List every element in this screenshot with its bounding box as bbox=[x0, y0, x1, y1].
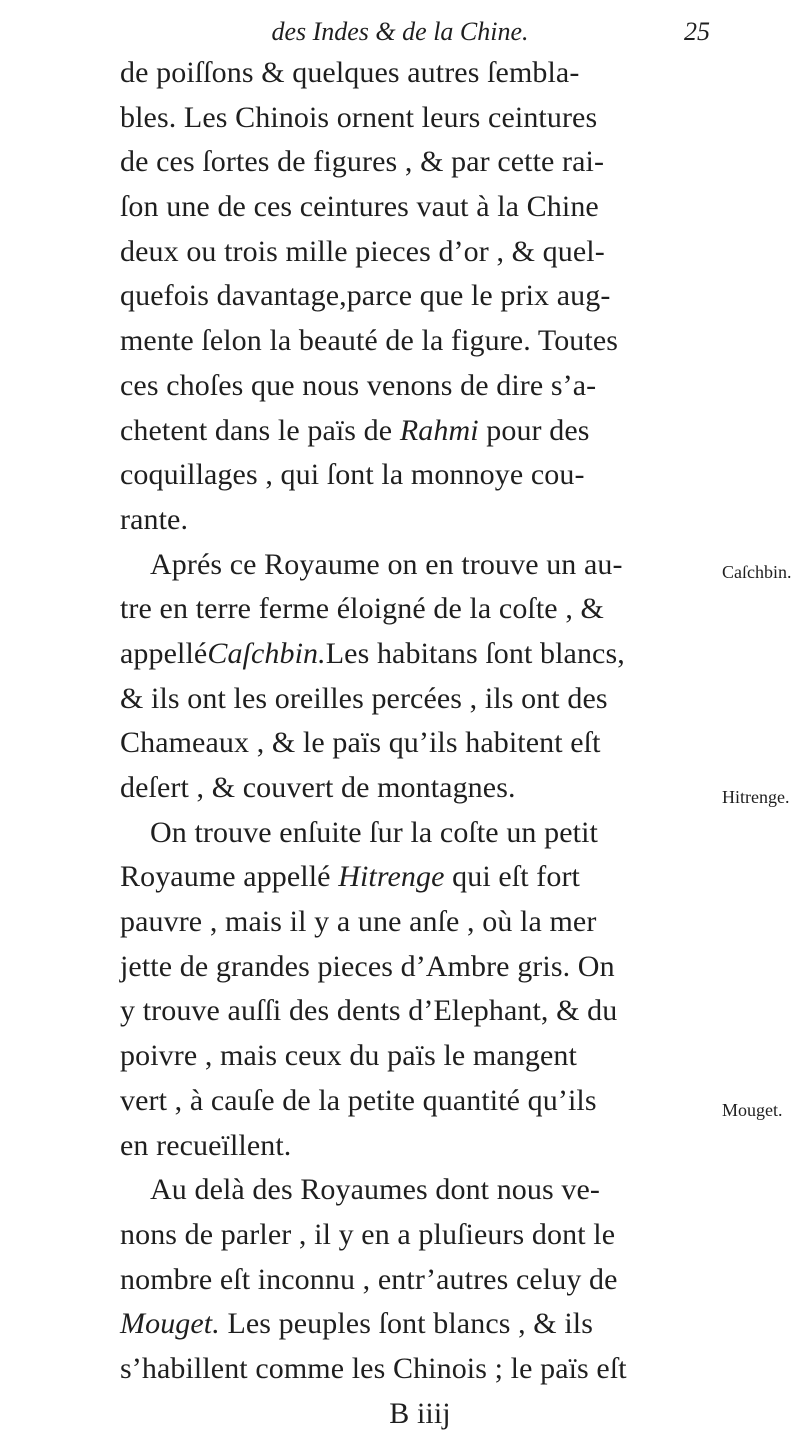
text-line bbox=[120, 855, 720, 900]
margin-note-mouget: Mouget. bbox=[722, 1100, 783, 1120]
text-run: chetent dans le païs de bbox=[120, 413, 400, 447]
text-line: de poiſſons & quelques autres ſembla- bbox=[120, 56, 580, 89]
margin-note-hitrenge: Hitrenge. bbox=[722, 787, 790, 807]
place-name-hitrenge: Hitrenge bbox=[338, 860, 445, 894]
text-line: ſon une de ces ceintures vaut à la Chine bbox=[120, 190, 599, 224]
place-name-cafchbin: Caſchbin. bbox=[207, 636, 326, 670]
text-line: rante. bbox=[120, 502, 189, 536]
text-line: ces choſes que nous venons de dire s’a- bbox=[120, 368, 597, 402]
place-name-mouget: Mouget. bbox=[120, 1307, 220, 1341]
text-line: de ces ſortes de figures , & par cette rai- bbox=[120, 145, 605, 179]
body-text bbox=[120, 51, 720, 1436]
text-line: nons de parler , il y en a pluſieurs dont le bbox=[120, 1217, 616, 1251]
text-line: coquillages , qui ſont la monnoye cou- bbox=[120, 458, 585, 492]
text-run: qui eſt fort bbox=[444, 860, 580, 894]
text-line: deux ou trois mille pieces d’or , & quel- bbox=[120, 234, 605, 268]
text-run: Royaume appellé bbox=[120, 860, 339, 894]
text-line: jette de grandes pieces d’Ambre gris. On bbox=[120, 949, 615, 983]
place-name-rahmi: Rahmi bbox=[399, 413, 479, 447]
text-line: Chameaux , & le païs qu’ils habitent eſt bbox=[120, 726, 601, 760]
text-line: deſert , & couvert de montagnes. bbox=[120, 771, 516, 804]
text-line: s’habillent comme les Chinois ; le païs eſt bbox=[120, 1351, 627, 1385]
text-run: Les peuples ſont blancs , & ils bbox=[219, 1307, 593, 1341]
page-number: 25 bbox=[684, 17, 710, 46]
text-line: quefois davantage,parce que le prix aug- bbox=[120, 279, 611, 313]
text-line: tre en terre ferme éloigné de la coſte , & bbox=[120, 592, 604, 626]
text-line: & ils ont les oreilles percées , ils ont des bbox=[120, 681, 608, 715]
running-title: des Indes & de la Chine. bbox=[271, 17, 529, 46]
text-run: Les habitans ſont blancs, bbox=[325, 636, 625, 670]
text-run: appellé bbox=[120, 636, 208, 670]
page-header bbox=[120, 12, 710, 52]
text-line bbox=[120, 632, 720, 677]
text-line: en recueïllent. bbox=[120, 1128, 292, 1162]
text-line: poivre , mais ceux du païs le mangent bbox=[120, 1039, 577, 1073]
text-line bbox=[120, 409, 720, 454]
text-line: pauvre , mais il y a une anſe , où la mer bbox=[120, 905, 597, 939]
text-line: y trouve auſſi des dents d’Elephant, & du bbox=[120, 994, 618, 1028]
text-line: Aprés ce Royaume on en trouve un au- bbox=[150, 547, 623, 581]
signature-mark: B iiij bbox=[389, 1396, 451, 1430]
text-line bbox=[120, 1302, 720, 1347]
text-run: pour des bbox=[478, 413, 590, 447]
text-line: nombre eſt inconnu , entr’autres celuy de bbox=[120, 1262, 618, 1296]
text-line: vert , à cauſe de la petite quantité qu’ils bbox=[120, 1083, 597, 1117]
text-line: On trouve enſuite ſur la coſte un petit bbox=[150, 815, 598, 849]
text-line: Au delà des Royaumes dont nous ve- bbox=[150, 1173, 600, 1207]
text-line: bles. Les Chinois ornent leurs ceintures bbox=[120, 100, 598, 134]
margin-note-cafchbin: Caſchbin. bbox=[722, 562, 792, 582]
text-line: mente ſelon la beauté de la figure. Toutes bbox=[120, 324, 619, 358]
